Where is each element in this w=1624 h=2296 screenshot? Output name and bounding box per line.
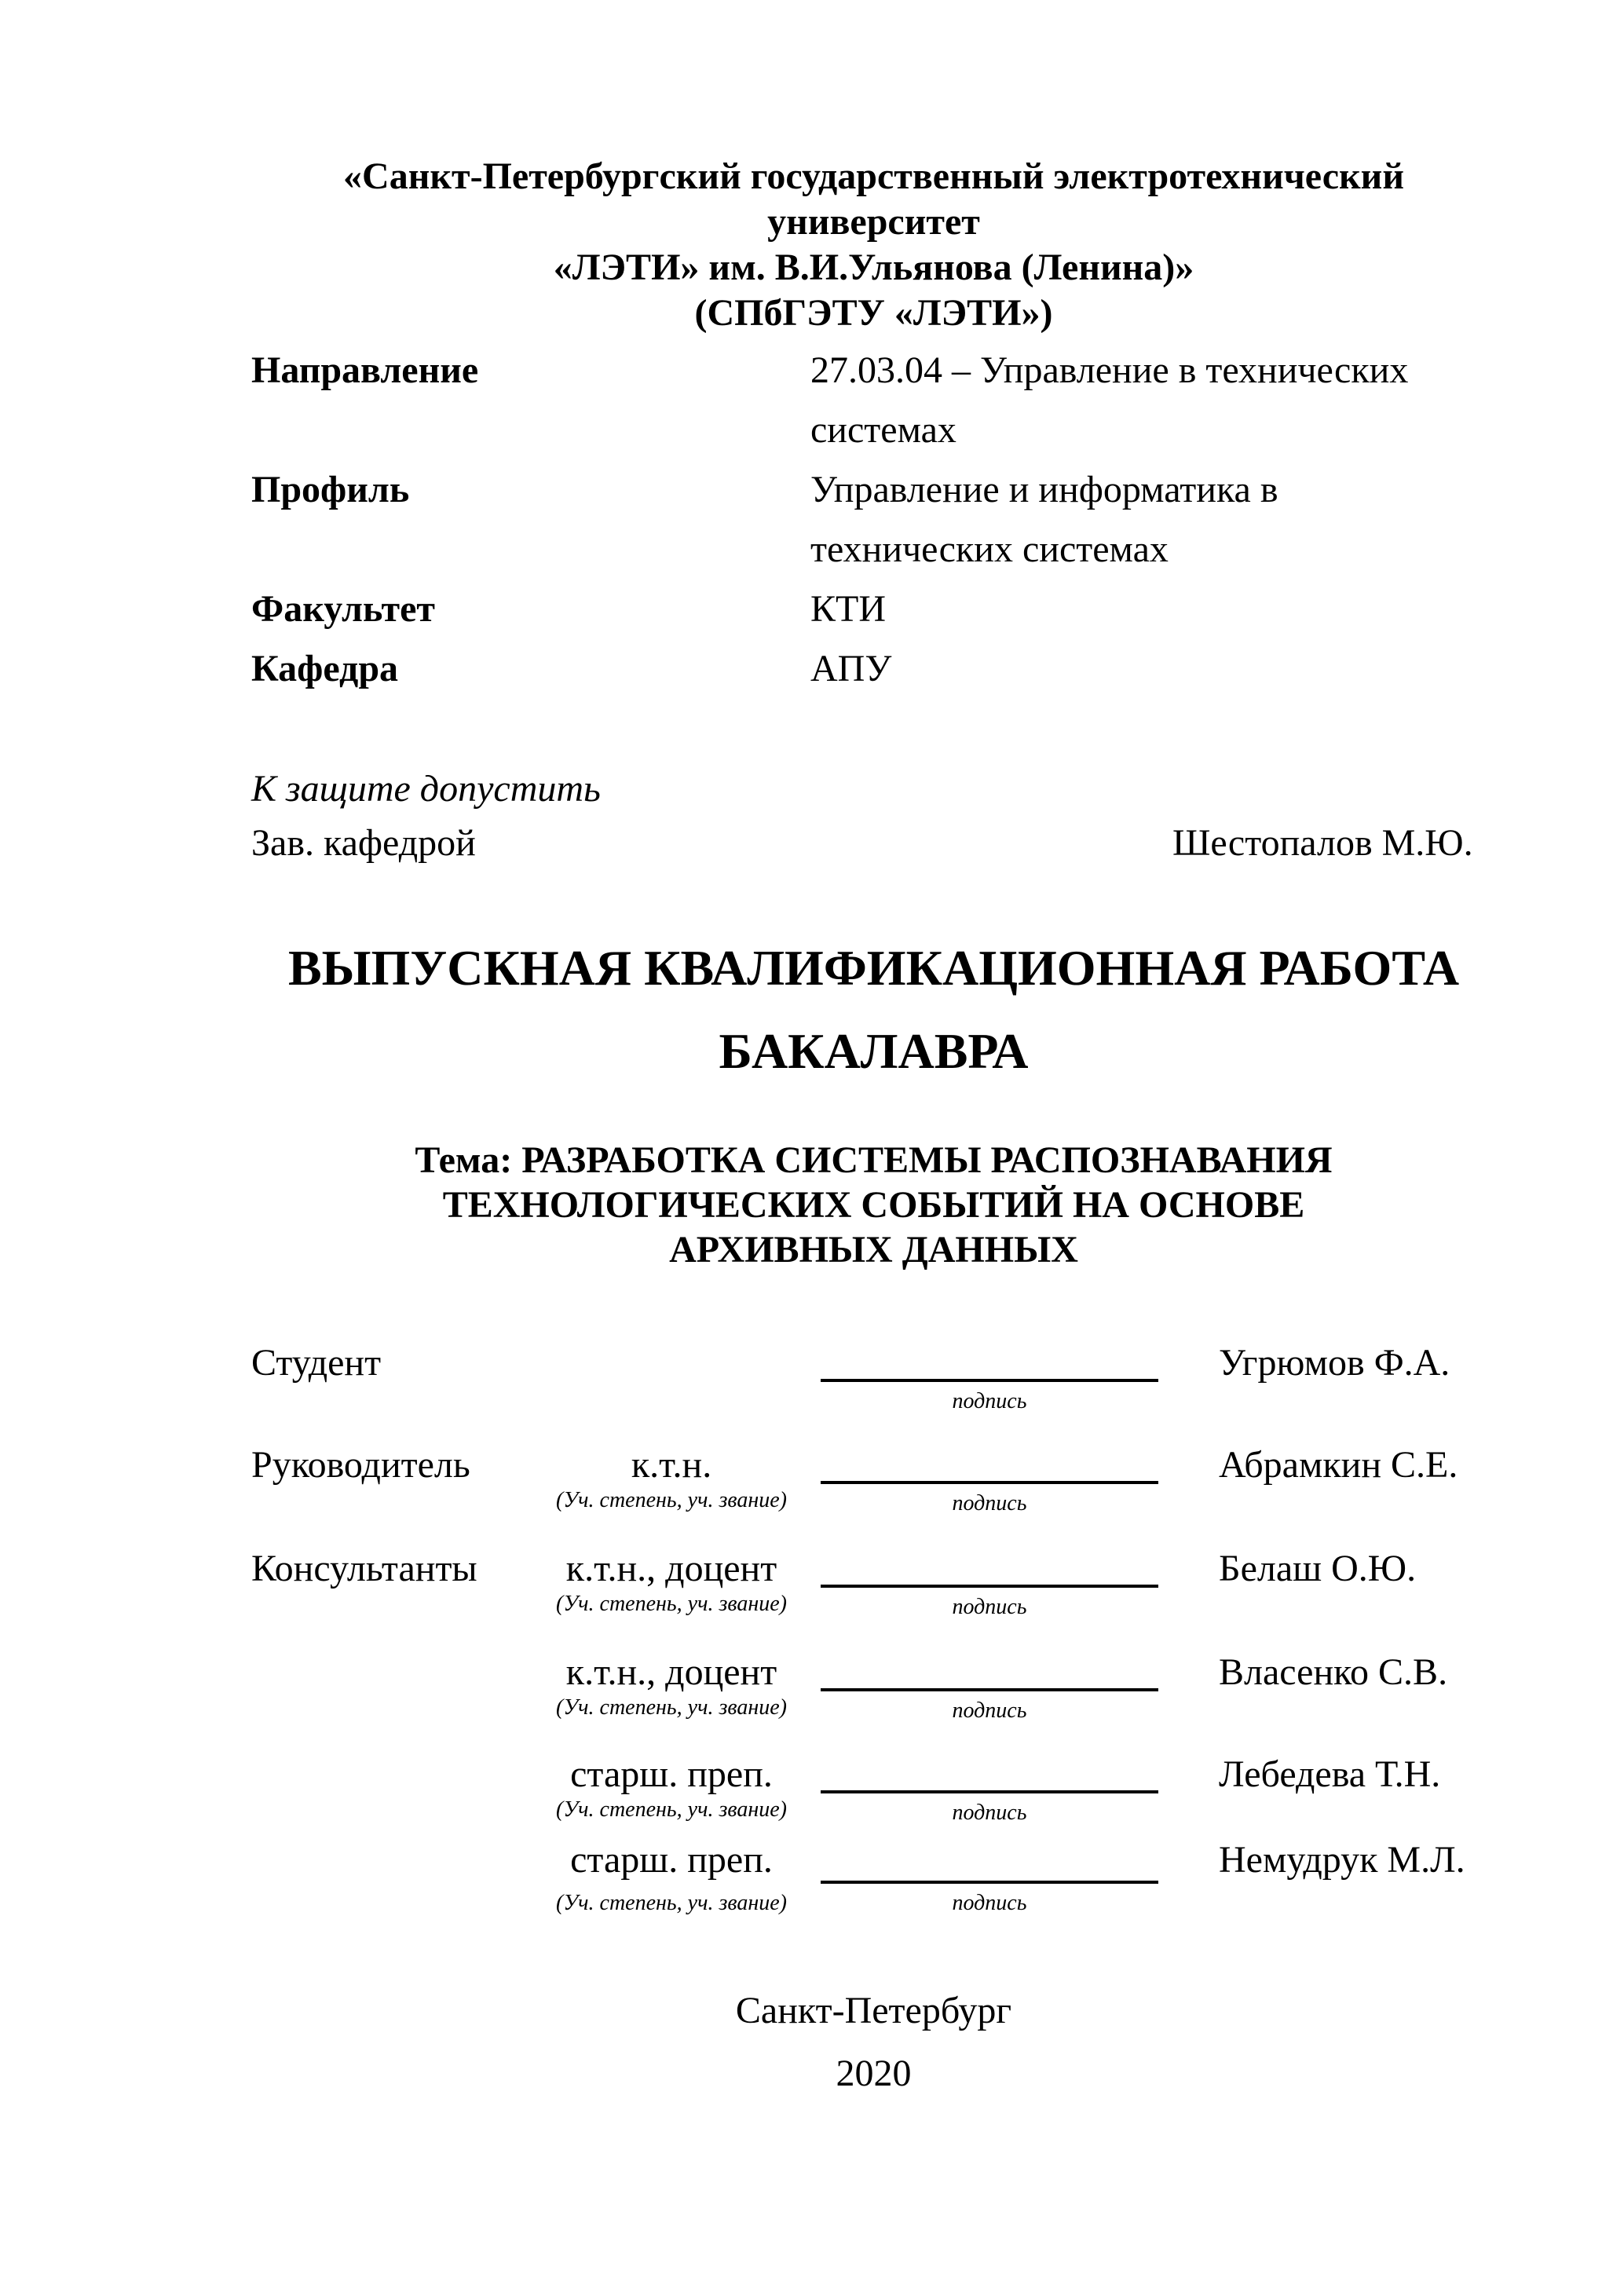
degree-caption: (Уч. степень, уч. звание) — [556, 1695, 787, 1720]
signature-row-student — [0, 1341, 1624, 1443]
profile-value-line-2: технических системах — [810, 528, 1169, 570]
info-row-faculty — [251, 579, 1496, 639]
profile-label: Профиль — [251, 469, 410, 510]
work-title — [251, 927, 1496, 1093]
signature-caption: подпись — [952, 1491, 1027, 1515]
signature-name: Немудрук М.Л. — [1219, 1839, 1465, 1881]
work-title-line-1: ВЫПУСКНАЯ КВАЛИФИКАЦИОННАЯ РАБОТА — [287, 940, 1460, 996]
university-name-line-1: «Санкт-Петербургский государственный электротехнический университет — [343, 155, 1404, 243]
university-abbreviation: (СПбГЭТУ «ЛЭТИ») — [694, 292, 1053, 334]
degree-caption: (Уч. степень, уч. звание) — [556, 1488, 787, 1512]
signature-row-consultant-2 — [0, 1651, 1624, 1753]
direction-value-line-1: 27.03.04 – Управление в технических — [810, 349, 1409, 391]
signature-line — [821, 1881, 1158, 1884]
faculty-value: КТИ — [810, 588, 886, 630]
signature-degree: к.т.н. — [631, 1444, 712, 1486]
direction-label: Направление — [251, 349, 479, 391]
admission-note: К защите допустить — [251, 768, 601, 810]
department-head-name: Шестопалов М.Ю. — [1172, 822, 1473, 864]
signature-caption: подпись — [952, 1698, 1027, 1723]
direction-value-line-2: системах — [810, 409, 956, 451]
signature-degree: старш. преп. — [570, 1839, 773, 1881]
signature-name: Власенко С.В. — [1219, 1651, 1448, 1693]
topic-line-2: ТЕХНОЛОГИЧЕСКИХ СОБЫТИЙ НА ОСНОВЕ — [442, 1184, 1305, 1226]
department-head-label: Зав. кафедрой — [251, 822, 476, 864]
topic-title — [251, 1138, 1496, 1272]
program-info — [251, 341, 1496, 699]
degree-caption: (Уч. степень, уч. звание) — [556, 1592, 787, 1616]
degree-caption: (Уч. степень, уч. звание) — [556, 1797, 787, 1822]
signature-caption: подпись — [952, 1595, 1027, 1619]
work-title-line-2: БАКАЛАВРА — [719, 1023, 1029, 1079]
signature-degree: к.т.н., доцент — [565, 1651, 777, 1693]
topic-line-3: АРХИВНЫХ ДАННЫХ — [669, 1229, 1078, 1270]
signature-row-consultant-4 — [0, 1838, 1624, 1940]
signature-name: Угрюмов Ф.А. — [1219, 1342, 1450, 1384]
signature-line — [821, 1585, 1158, 1588]
signature-name: Лебедева Т.Н. — [1219, 1753, 1441, 1795]
signature-role-label: Студент — [251, 1342, 382, 1384]
university-name-line-2: «ЛЭТИ» им. В.И.Ульянова (Ленина)» — [553, 247, 1194, 288]
signature-role-label: Руководитель — [251, 1444, 470, 1486]
footer-year: 2020 — [836, 2053, 912, 2094]
profile-value-line-1: Управление и информатика в — [810, 469, 1278, 510]
info-row-department — [251, 639, 1496, 699]
degree-caption: (Уч. степень, уч. звание) — [556, 1891, 787, 1915]
signature-caption: подпись — [952, 1891, 1027, 1915]
signature-line — [821, 1790, 1158, 1793]
direction-value — [810, 341, 1496, 460]
signature-line — [821, 1688, 1158, 1691]
signature-name: Абрамкин С.Е. — [1219, 1444, 1458, 1486]
signature-caption: подпись — [952, 1801, 1027, 1825]
info-row-profile — [251, 460, 1496, 579]
signature-degree: к.т.н., доцент — [565, 1548, 777, 1589]
faculty-label: Факультет — [251, 588, 435, 630]
footer-city: Санкт-Петербург — [735, 1990, 1012, 2031]
signature-degree: старш. преп. — [570, 1753, 773, 1795]
info-row-direction — [251, 341, 1496, 460]
signature-name: Белаш О.Ю. — [1219, 1548, 1417, 1589]
university-header — [251, 154, 1496, 336]
footer — [251, 1980, 1496, 2105]
signature-line — [821, 1481, 1158, 1484]
profile-value — [810, 460, 1496, 579]
signature-row-consultant-1 — [0, 1547, 1624, 1649]
department-label: Кафедра — [251, 648, 399, 689]
topic-line-1: Тема: РАЗРАБОТКА СИСТЕМЫ РАСПОЗНАВАНИЯ — [415, 1139, 1333, 1181]
signature-caption: подпись — [952, 1389, 1027, 1413]
signature-role-label: Консультанты — [251, 1548, 477, 1589]
signature-row-supervisor — [0, 1443, 1624, 1545]
signature-line — [821, 1379, 1158, 1382]
department-value: АПУ — [810, 648, 892, 689]
